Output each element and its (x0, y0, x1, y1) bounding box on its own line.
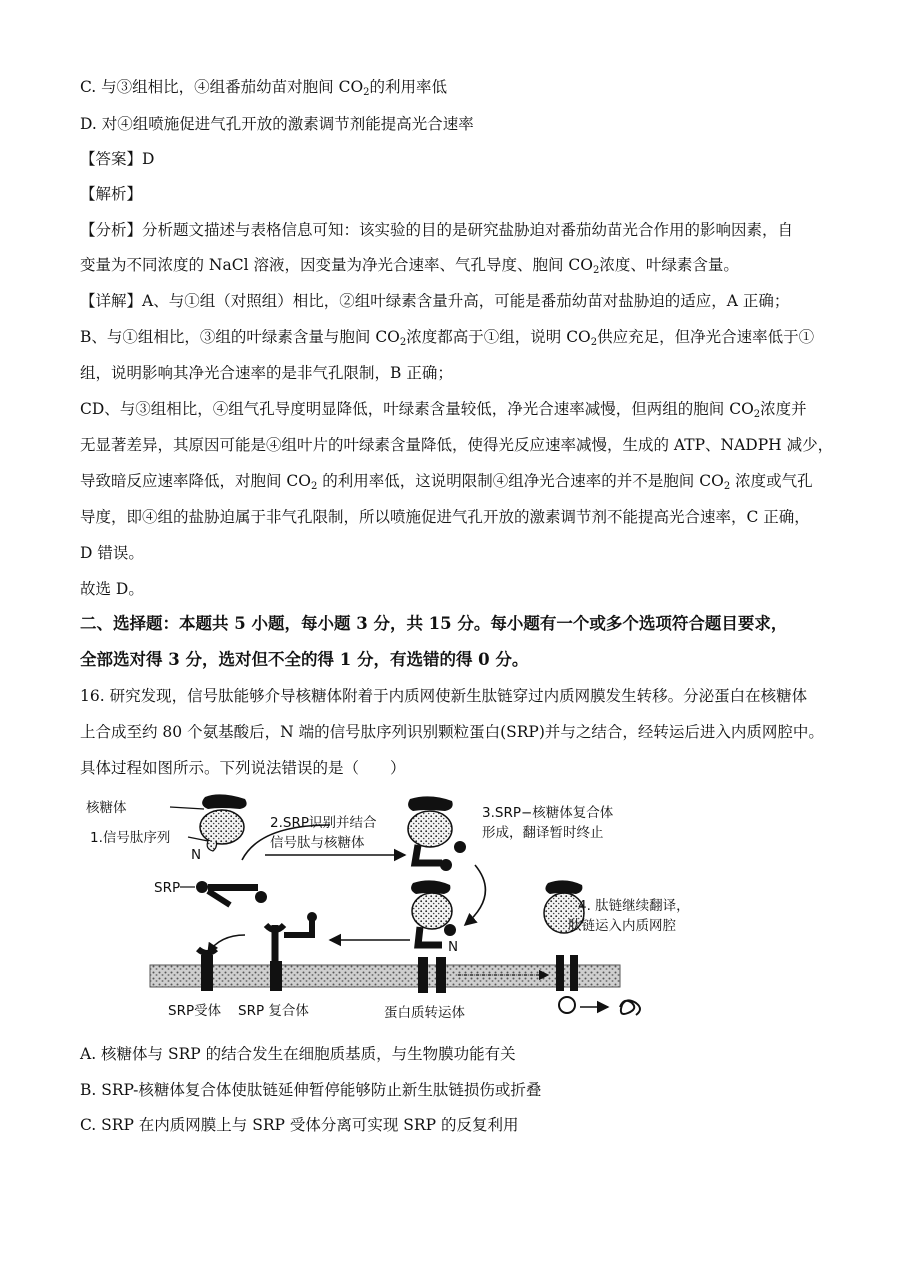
label-step4-line2: 肽链运入内质网腔 (568, 918, 676, 934)
label-srp-receptor: SRP受体 (168, 1003, 222, 1019)
label-step2-line2: 信号肽与核糖体 (270, 835, 365, 851)
detail-text: 组，说明影响其净光合速率的是非气孔限制，B 正确； (80, 364, 453, 382)
section-heading: 全部选对得 3 分，选对但不全的得 1 分，有选错的得 0 分。 (80, 650, 529, 669)
label-signal-peptide: 1.信号肽序列 (90, 830, 171, 846)
detail-text: 无显著差异，其原因可能是④组叶片的叶绿素含量降低，使得光反应速率减慢，生成的 ATP、NADPH 减少， (80, 436, 834, 454)
detail-text: 【详解】A、与①组（对照组）相比，②组叶绿素含量升高，可能是番茄幼苗对盐胁迫的适应，A 正确； (80, 292, 790, 310)
question-text: 16. 研究发现，信号肽能够介导核糖体附着于内质网使新生肽链穿过内质网膜发生转移。分泌蛋白在核糖体 (80, 687, 808, 705)
label-protein-transporter: 蛋白质转运体 (384, 1005, 465, 1021)
analysis-text: 【分析】分析题文描述与表格信息可知：该实验的目的是研究盐胁迫对番茄幼苗光合作用的影响因素，自 (80, 221, 794, 239)
detail-text: D 错误。 (80, 544, 144, 562)
er-membrane (150, 965, 620, 987)
analysis-heading: 【解析】 (80, 185, 143, 203)
srp-icon (196, 881, 267, 905)
srp-ribosome-complex-icon (408, 796, 466, 871)
option-a: A. 核糖体与 SRP 的结合发生在细胞质基质，与生物膜功能有关 (80, 1045, 516, 1063)
label-step3-line1: 3.SRP−核糖体复合体 (482, 805, 614, 821)
option-c-previous: C. 与③组相比，④组番茄幼苗对胞间 $CO_2$的利用率低 (80, 78, 448, 98)
label-step3-line2: 形成，翻译暂时终止 (482, 825, 604, 841)
section-heading: 二、选择题：本题共 5 小题，每小题 3 分，共 15 分。每小题有一个或多个选项符合题目要求， (80, 614, 788, 633)
label-n-terminal: N (191, 847, 202, 863)
label-srp-complex: SRP 复合体 (238, 1003, 309, 1019)
option-b: B. SRP-核糖体复合体使肽链延伸暂停能够防止新生肽链损伤或折叠 (80, 1081, 542, 1099)
label-srp: SRP (154, 880, 181, 896)
label-step2-line1: 2.SRP识别并结合 (270, 815, 377, 831)
label-ribosome: 核糖体 (86, 800, 127, 816)
answer-line: 【答案】D (80, 150, 155, 168)
ribosome-icon (200, 794, 247, 851)
question-text: 上合成至约 80 个氨基酸后，N 端的信号肽序列识别颗粒蛋白(SRP)并与之结合，经转运后进入内质网腔中。 (80, 723, 824, 741)
option-d-previous: D. 对④组喷施促进气孔开放的激素调节剂能提高光合速率 (80, 115, 474, 133)
option-c: C. SRP 在内质网膜上与 SRP 受体分离可实现 SRP 的反复利用 (80, 1116, 519, 1134)
detail-text: B、与①组相比，③组的叶绿素含量与胞间 $CO_2$浓度都高于①组，说明 $CO_2$供应充足，但净光合速率低于① (80, 328, 815, 348)
label-n-terminal-2: N (448, 939, 459, 955)
folded-peptide-icon (620, 1000, 640, 1015)
analysis-text: 变量为不同浓度的 NaCl 溶液，因变量为净光合速率、气孔导度、胞间 $CO_2$浓度、叶绿素含量。 (80, 256, 739, 276)
label-step4-line1: 4. 肽链继续翻译， (578, 898, 690, 914)
srp-pathway-diagram (80, 785, 720, 1030)
detail-text: CD、与③组相比，④组气孔导度明显降低，叶绿素含量较低，净光合速率减慢，但两组的胞间 $CO_2$浓度并 (80, 400, 807, 420)
question-text: 具体过程如图所示。下列说法错误的是（ ） (80, 759, 406, 777)
detail-text: 导度，即④组的盐胁迫属于非气孔限制，所以喷施促进气孔开放的激素调节剂不能提高光合速率，C 正确， (80, 508, 810, 526)
conclusion: 故选 D。 (80, 580, 144, 598)
detail-text: 导致暗反应速率降低，对胞间 $CO_2$ 的利用率低，这说明限制④组净光合速率的并不是胞间 $CO_2$ 浓度或气孔 (80, 472, 813, 492)
